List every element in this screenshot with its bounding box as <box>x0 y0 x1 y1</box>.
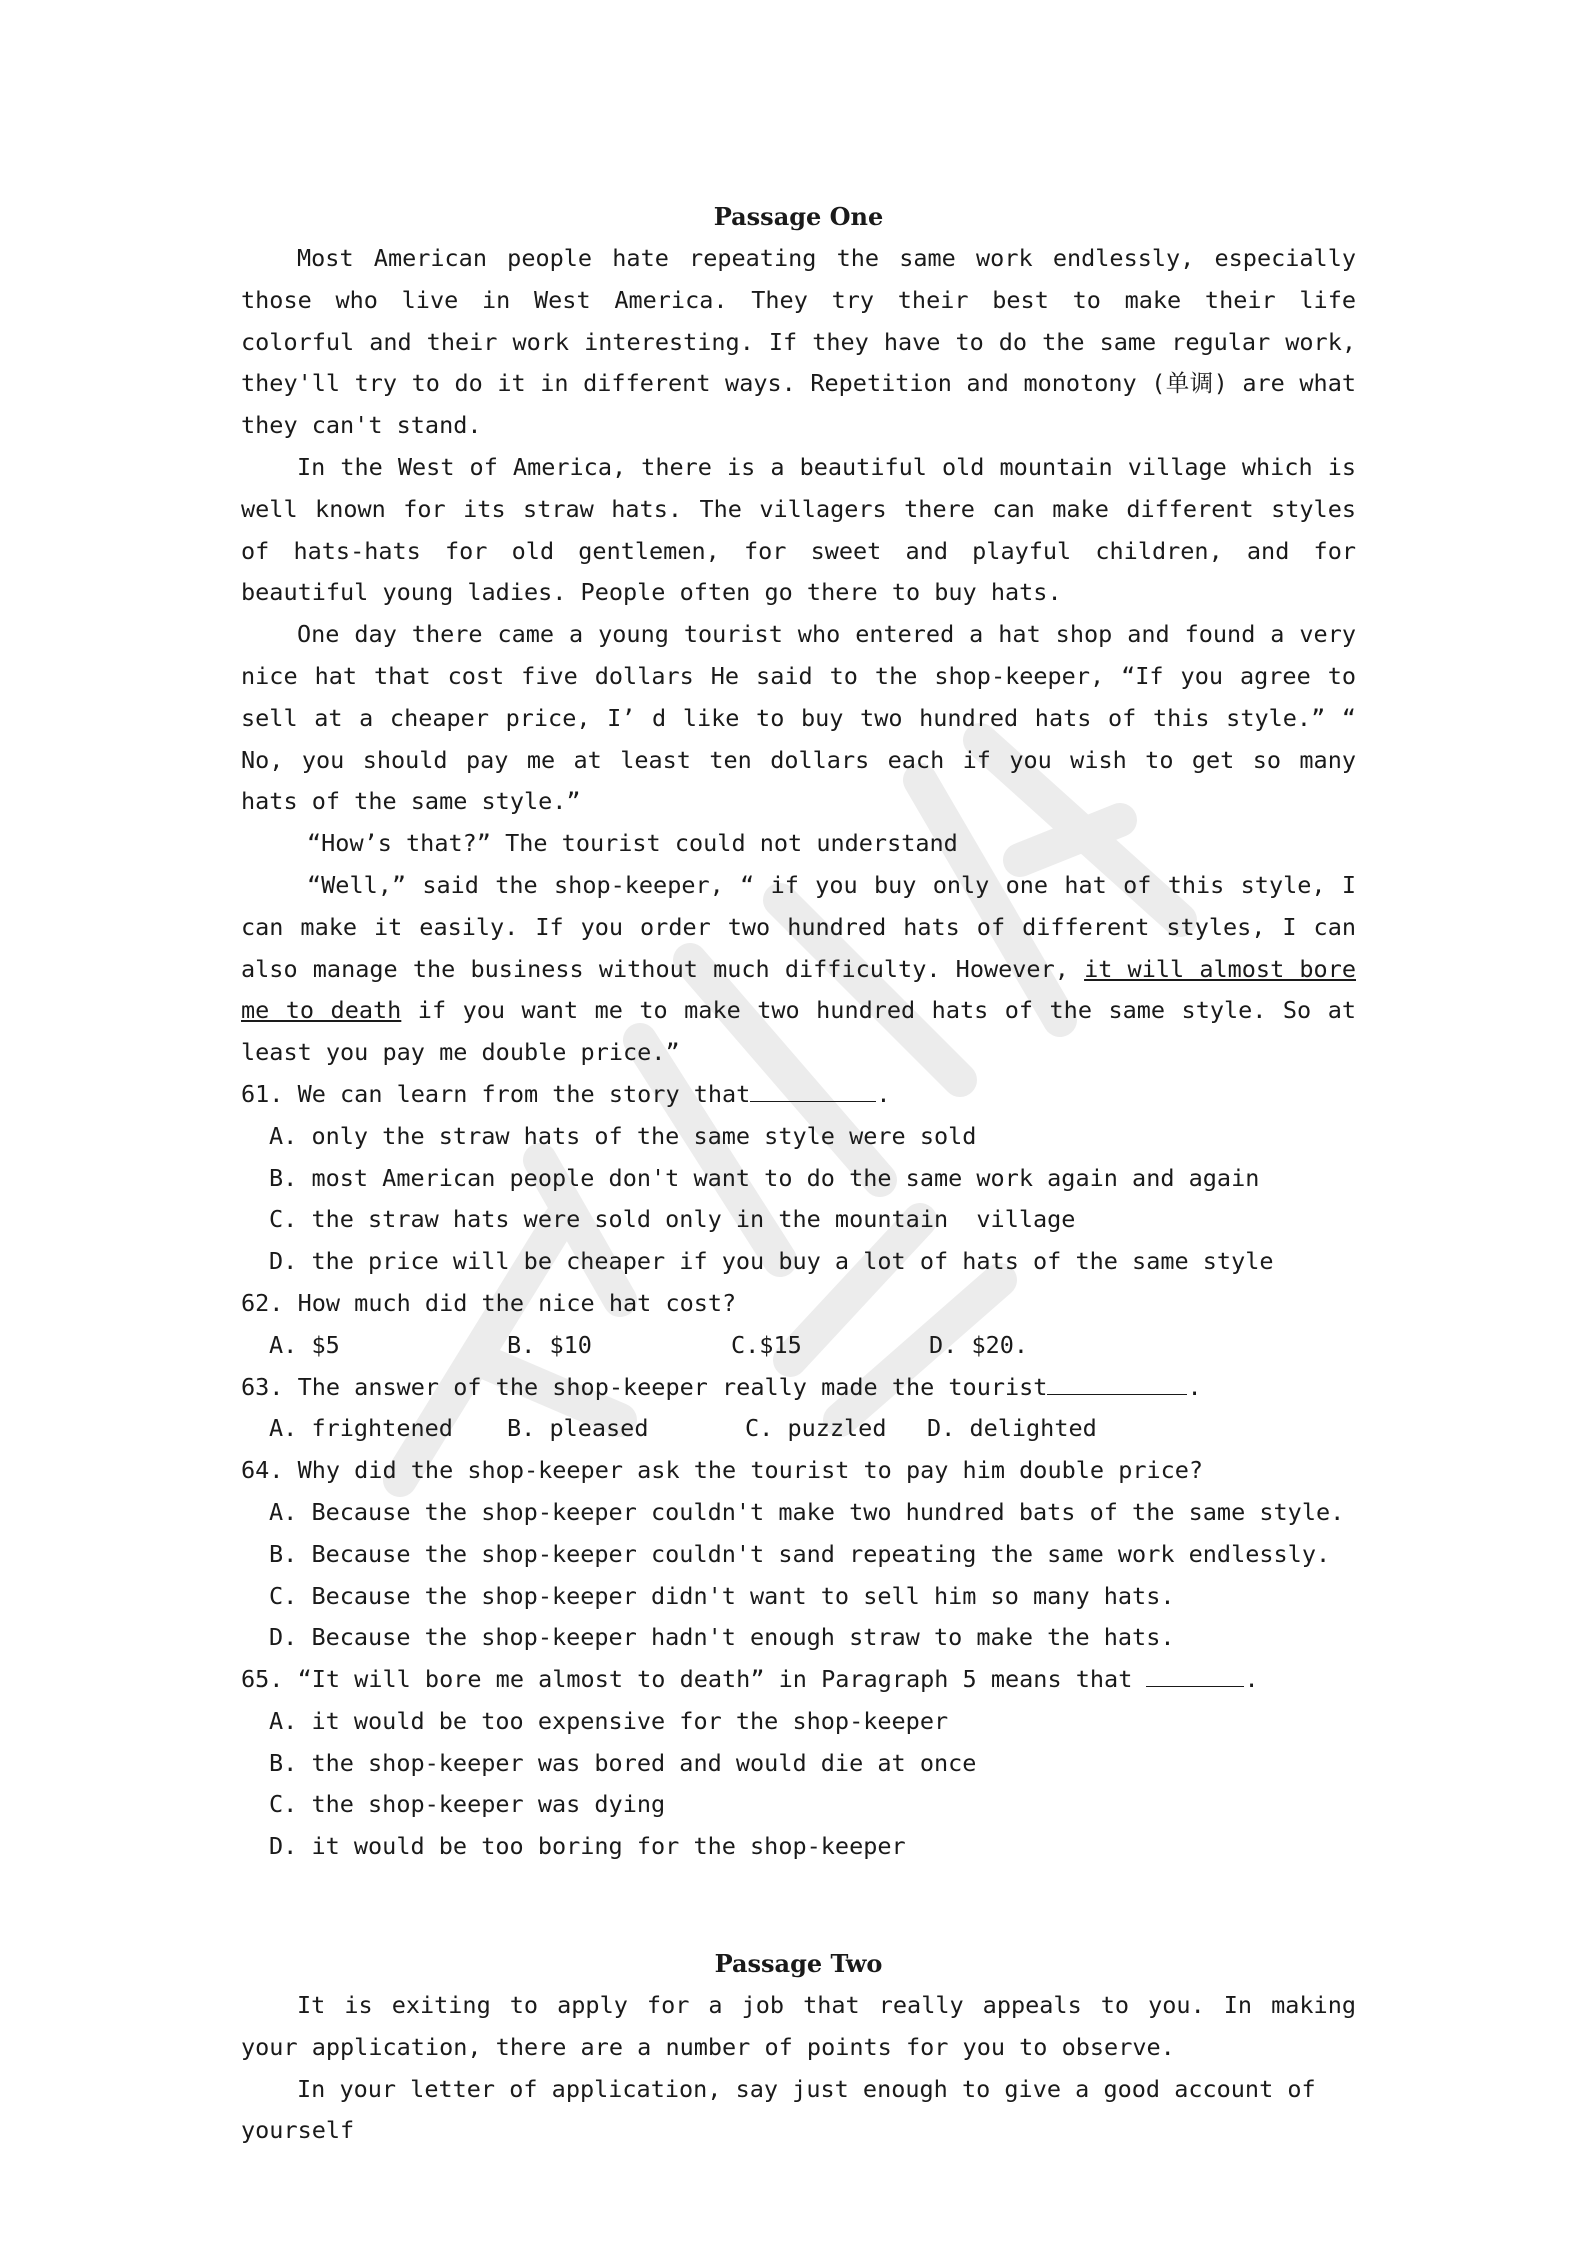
question-63 <box>241 1367 1356 1409</box>
paragraph-5-text-after: if you want me to make two hundred hats of the same style. So at least you pay me double price.” <box>241 996 1356 1067</box>
question-63-options <box>241 1408 1356 1450</box>
passage-one-paragraph-3: One day there came a young tourist who entered a hat shop and found a very nice hat that cost five dollars He said to the shop-keeper, “If you agree to sell at a cheaper price, I’ d like to buy two hundred hats of this style.” “ No, you should pay me at least ten dollars each if you wish to get so many hats of the same style.” <box>241 620 1356 816</box>
question-61-option-a: A. only the straw hats of the same style were sold <box>269 1121 977 1150</box>
passage-one-paragraph-5 <box>241 865 1356 1074</box>
section-gap <box>241 1868 1356 1943</box>
question-62: 62. How much did the nice hat cost? <box>241 1288 737 1317</box>
question-64-option-a: A. Because the shop-keeper couldn't make two hundred bats of the same style. <box>269 1497 1345 1526</box>
question-63-option-c: C. puzzled <box>745 1414 887 1443</box>
paragraph-5-text-before: “Well,” said the shop-keeper, “ if you buy only one hat of this style, I can make it easily. If you order two hundred hats of different styles, I can also manage the business without much difficulty. However, <box>241 870 1356 983</box>
question-64: 64. Why did the shop-keeper ask the tourist to pay him double price? <box>241 1456 1204 1485</box>
question-61-option-b: B. most American people don't want to do the same work again and again <box>269 1163 1260 1192</box>
question-61-end: . <box>876 1079 891 1108</box>
question-64-option-d: D. Because the shop-keeper hadn't enough straw to make the hats. <box>269 1623 1175 1652</box>
question-63-end: . <box>1187 1372 1202 1401</box>
passage-one-title: Passage One <box>713 202 884 231</box>
question-62-option-c: C.$15 <box>731 1330 802 1359</box>
question-64-option-b: B. Because the shop-keeper couldn't sand repeating the same work endlessly. <box>269 1539 1331 1568</box>
underlined-phrase: it will almost bore me to death <box>241 954 1356 1025</box>
passage-two-paragraph-2: In your letter of application, say just enough to give a good account of yourself <box>241 2074 1316 2145</box>
question-63-stem: 63. The answer of the shop-keeper really made the tourist <box>241 1372 1048 1401</box>
question-62-options <box>241 1325 1356 1367</box>
question-61-option-c: C. the straw hats were sold only in the mountain village <box>269 1205 1076 1234</box>
question-65-option-c: C. the shop-keeper was dying <box>269 1790 666 1819</box>
answer-blank <box>1047 1372 1187 1395</box>
question-64-option-c: C. Because the shop-keeper didn't want to sell him so many hats. <box>269 1581 1175 1610</box>
passage-one-paragraph-2: In the West of America, there is a beautiful old mountain village which is well known for its straw hats. The villagers there can make different styles of hats-hats for old gentlemen, for sweet and playful children, and for beautiful young ladies. People often go there to buy hats. <box>241 452 1356 607</box>
question-65-option-d: D. it would be too boring for the shop-keeper <box>269 1832 906 1861</box>
question-65 <box>241 1659 1356 1701</box>
passage-one-paragraph-1: Most American people hate repeating the same work endlessly, especially those who live in West America. They try their best to make their life colorful and their work interesting. If they have to do the same regular work, they'll try to do it in different ways. Repetition and monotony (单调) are what they can't stand. <box>241 244 1356 440</box>
question-65-end: . <box>1244 1665 1259 1694</box>
question-62-option-d: D. $20. <box>929 1330 1029 1359</box>
question-61-option-d: D. the price will be cheaper if you buy a lot of hats of the same style <box>269 1247 1274 1276</box>
passage-two-paragraph-1: It is exiting to apply for a job that really appeals to you. In making your application, there are a number of points for you to observe. <box>241 1991 1356 2061</box>
question-63-option-a: A. frightened <box>269 1414 453 1443</box>
question-61-stem: 61. We can learn from the story that <box>241 1079 751 1108</box>
question-62-option-b: B. $10 <box>507 1330 592 1359</box>
question-62-option-a: A. $5 <box>269 1330 340 1359</box>
question-65-option-a: A. it would be too expensive for the shop-keeper <box>269 1706 949 1735</box>
question-65-option-b: B. the shop-keeper was bored and would die at once <box>269 1748 977 1777</box>
question-65-stem: 65. “It will bore me almost to death” in Paragraph 5 means that <box>241 1665 1147 1694</box>
question-63-option-b: B. pleased <box>507 1414 649 1443</box>
question-61 <box>241 1074 1356 1116</box>
answer-blank <box>750 1079 876 1102</box>
passage-one-paragraph-4: “How’s that?” The tourist could not understand <box>307 829 958 858</box>
document-page <box>241 196 1356 2152</box>
passage-two-title: Passage Two <box>714 1949 883 1979</box>
answer-blank <box>1146 1664 1244 1687</box>
question-63-option-d: D. delighted <box>927 1414 1097 1443</box>
